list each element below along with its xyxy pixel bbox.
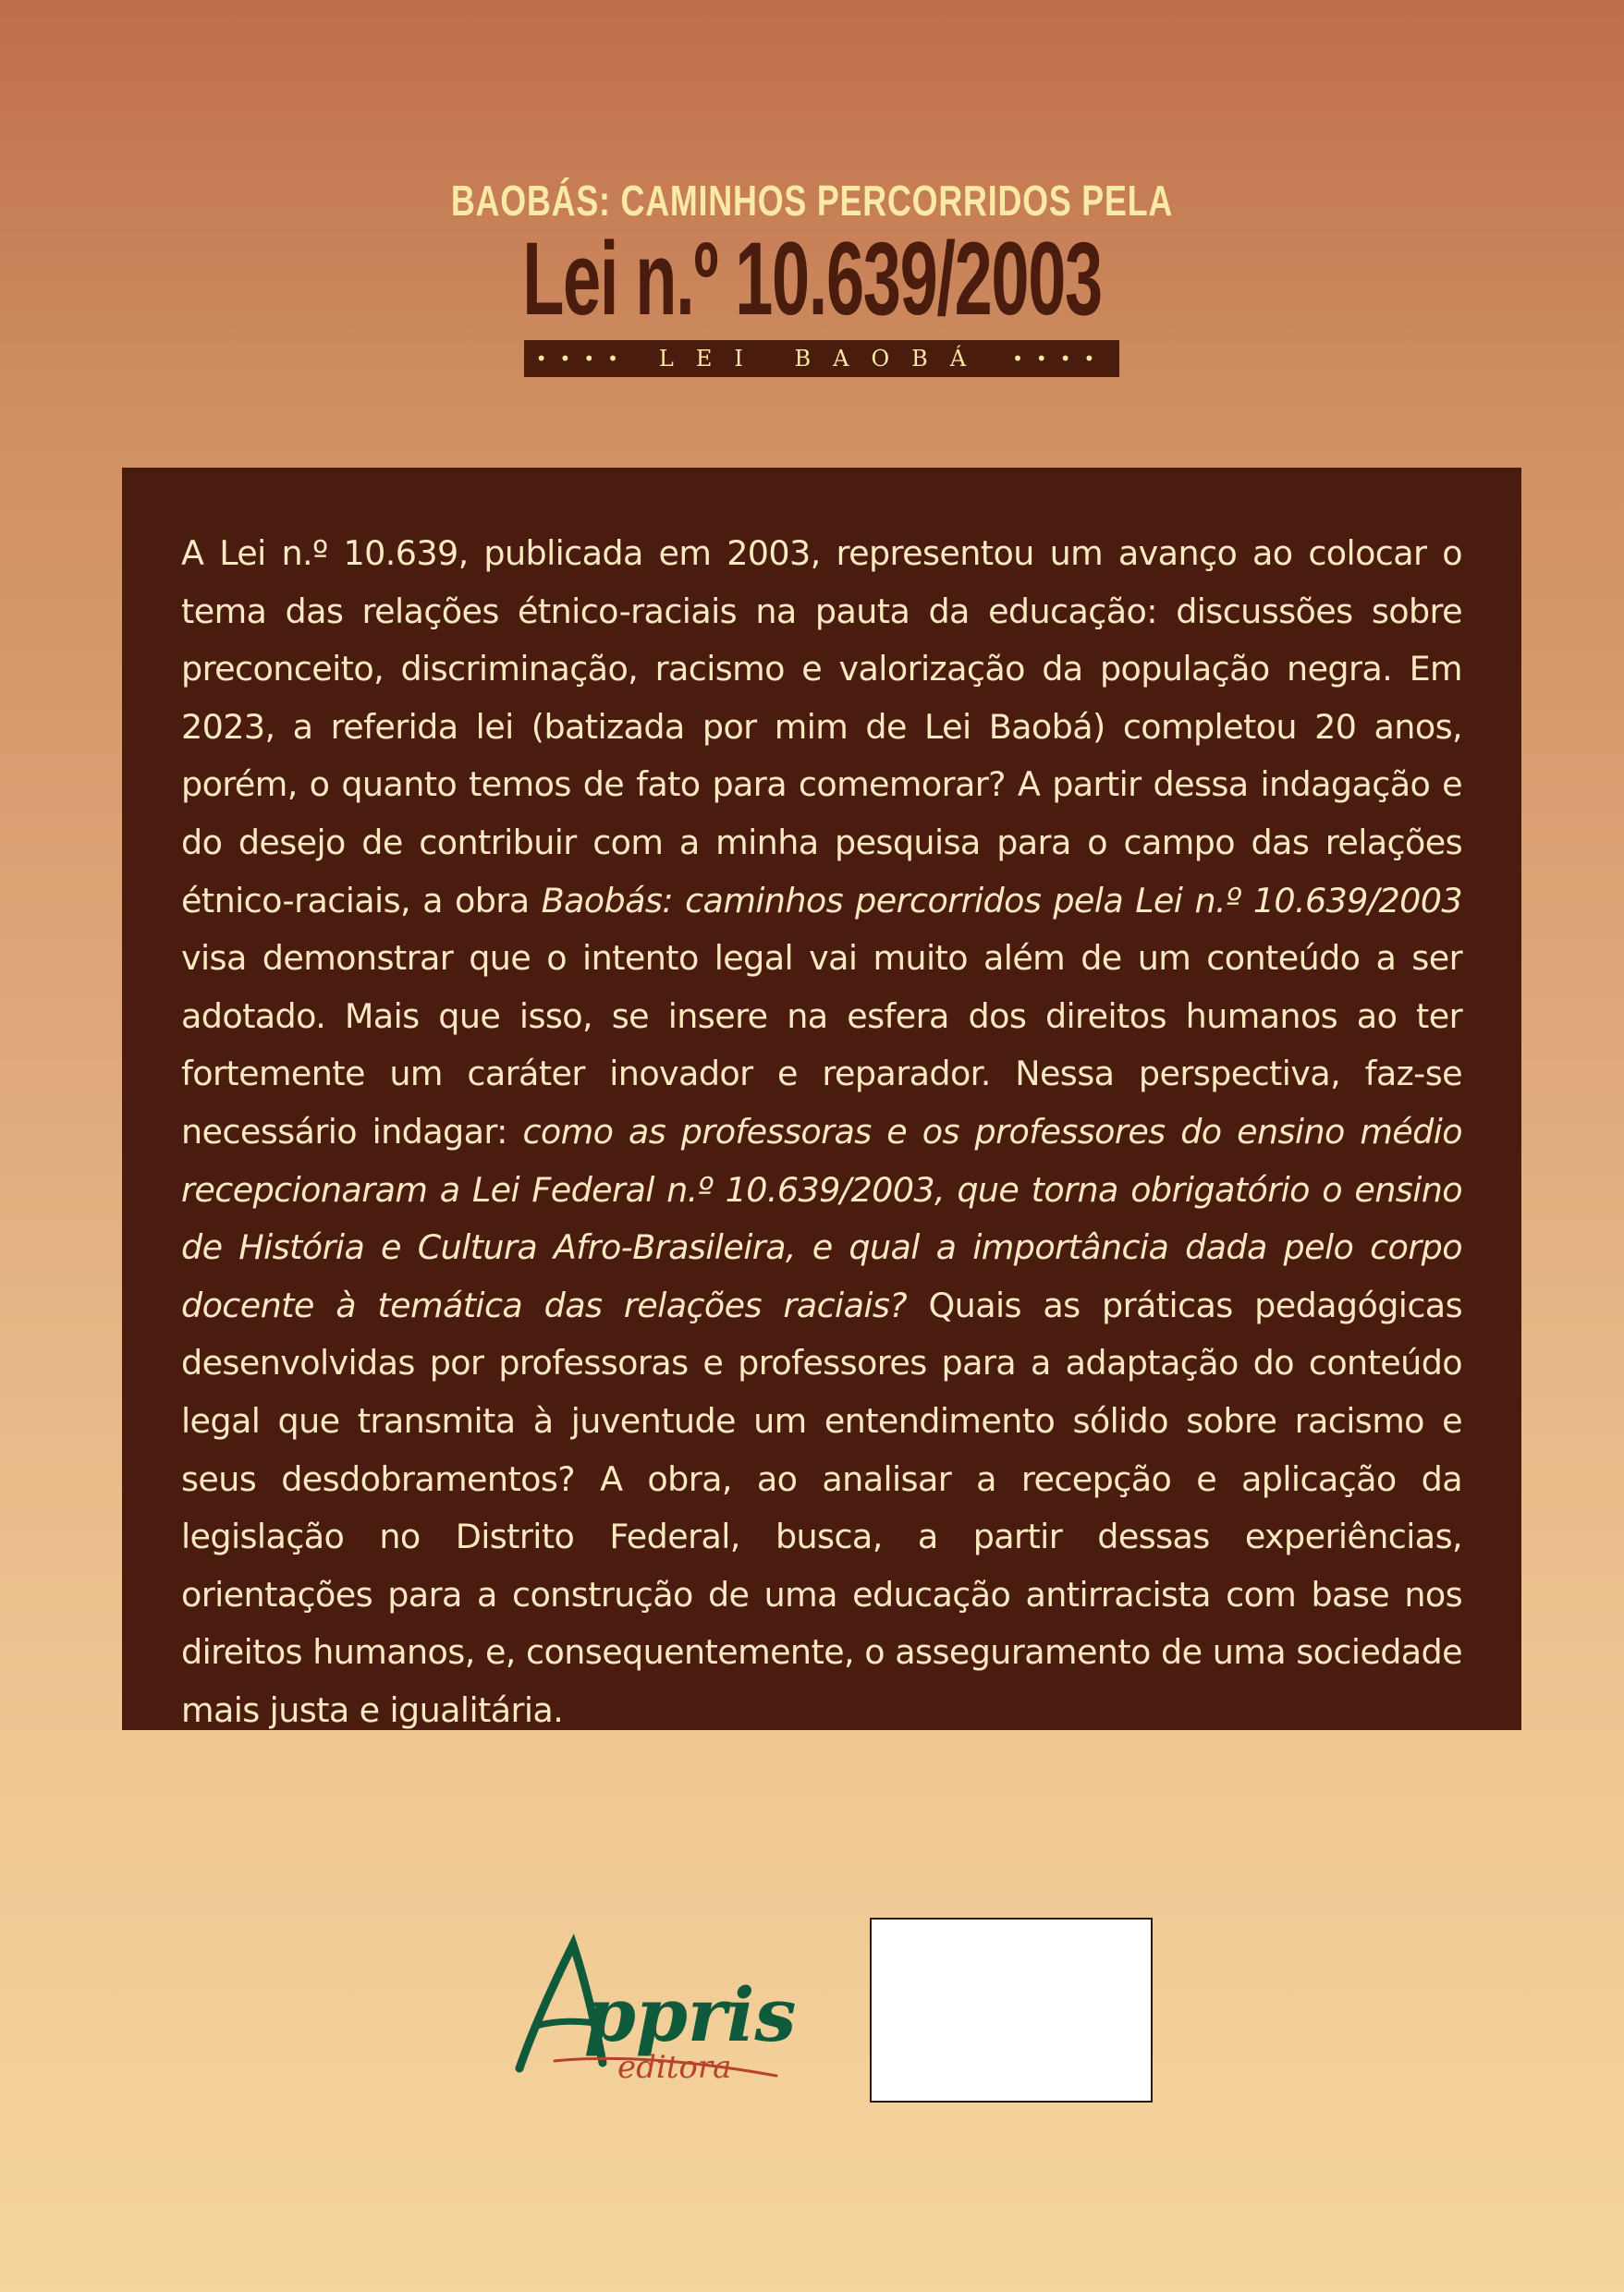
blurb-book-title: Baobás: caminhos percorridos pela Lei n.º 10.639/2003: [541, 880, 1462, 920]
logo-wordmark: ppris: [584, 1971, 797, 2058]
series-banner: [524, 340, 1119, 377]
dot-ornament-left: ••••: [535, 347, 631, 370]
appris-logo: [499, 1932, 804, 2089]
blurb-part-1: A Lei n.º 10.639, publicada em 2003, representou um avanço ao colocar o tema das relações étnico-raciais na pauta da educação: discussões sobre preconceito, discriminação, racismo e valorização da população negra. Em 2023, a referida lei (batizada por mim de Lei Baobá) completou 20 anos, porém, o quanto temos de fato para comemorar? A partir dessa indagação e do desejo de contribuir com a minha pesquisa para o campo das relações étnico-raciais, a obra: [181, 533, 1462, 920]
book-title: [0, 176, 1624, 336]
barcode-placeholder: [870, 1918, 1153, 2103]
blurb-part-2: visa demonstrar que o intento legal vai muito além de um conteúdo a ser adotado. Mais que isso, se insere na esfera dos direitos humanos ao ter fortemente um caráter inovador e reparador. Nessa perspectiva, faz-se necessário indagar:: [181, 938, 1462, 1152]
logo-tagline: editora: [617, 2049, 732, 2086]
appris-logo-mark: [499, 1932, 804, 2089]
series-label: LEI BAOBÁ: [658, 346, 989, 372]
blurb-question: como as professoras e os professores do ensino médio recepcionaram a Lei Federal n.º 10.639/2003, que torna obrigatório o ensino de História e Cultura Afro-Brasileira, e qual a importância dada pelo corpo docente à temática das relações raciais?: [181, 1111, 1462, 1325]
dot-ornament-right: ••••: [1012, 347, 1108, 370]
blurb-panel: [122, 468, 1521, 1730]
title-line-2: Lei n.º 10.639/2003: [522, 221, 1102, 336]
title-line-1: BAOBÁS: CAMINHOS PERCORRIDOS PELA: [450, 177, 1174, 225]
blurb-text: [181, 525, 1462, 1739]
blurb-part-3: Quais as práticas pedagógicas desenvolvidas por professoras e professores para a adaptação do conteúdo legal que transmita à juventude um entendimento sólido sobre racismo e seus desdobramentos? A obra, ao analisar a recepção e aplicação da legislação no Distrito Federal, busca, a partir dessas experiências, orientações para a construção de uma educação antirracista com base nos direitos humanos, e, consequentemente, o asseguramento de uma sociedade mais justa e igualitária.: [181, 1285, 1462, 1730]
